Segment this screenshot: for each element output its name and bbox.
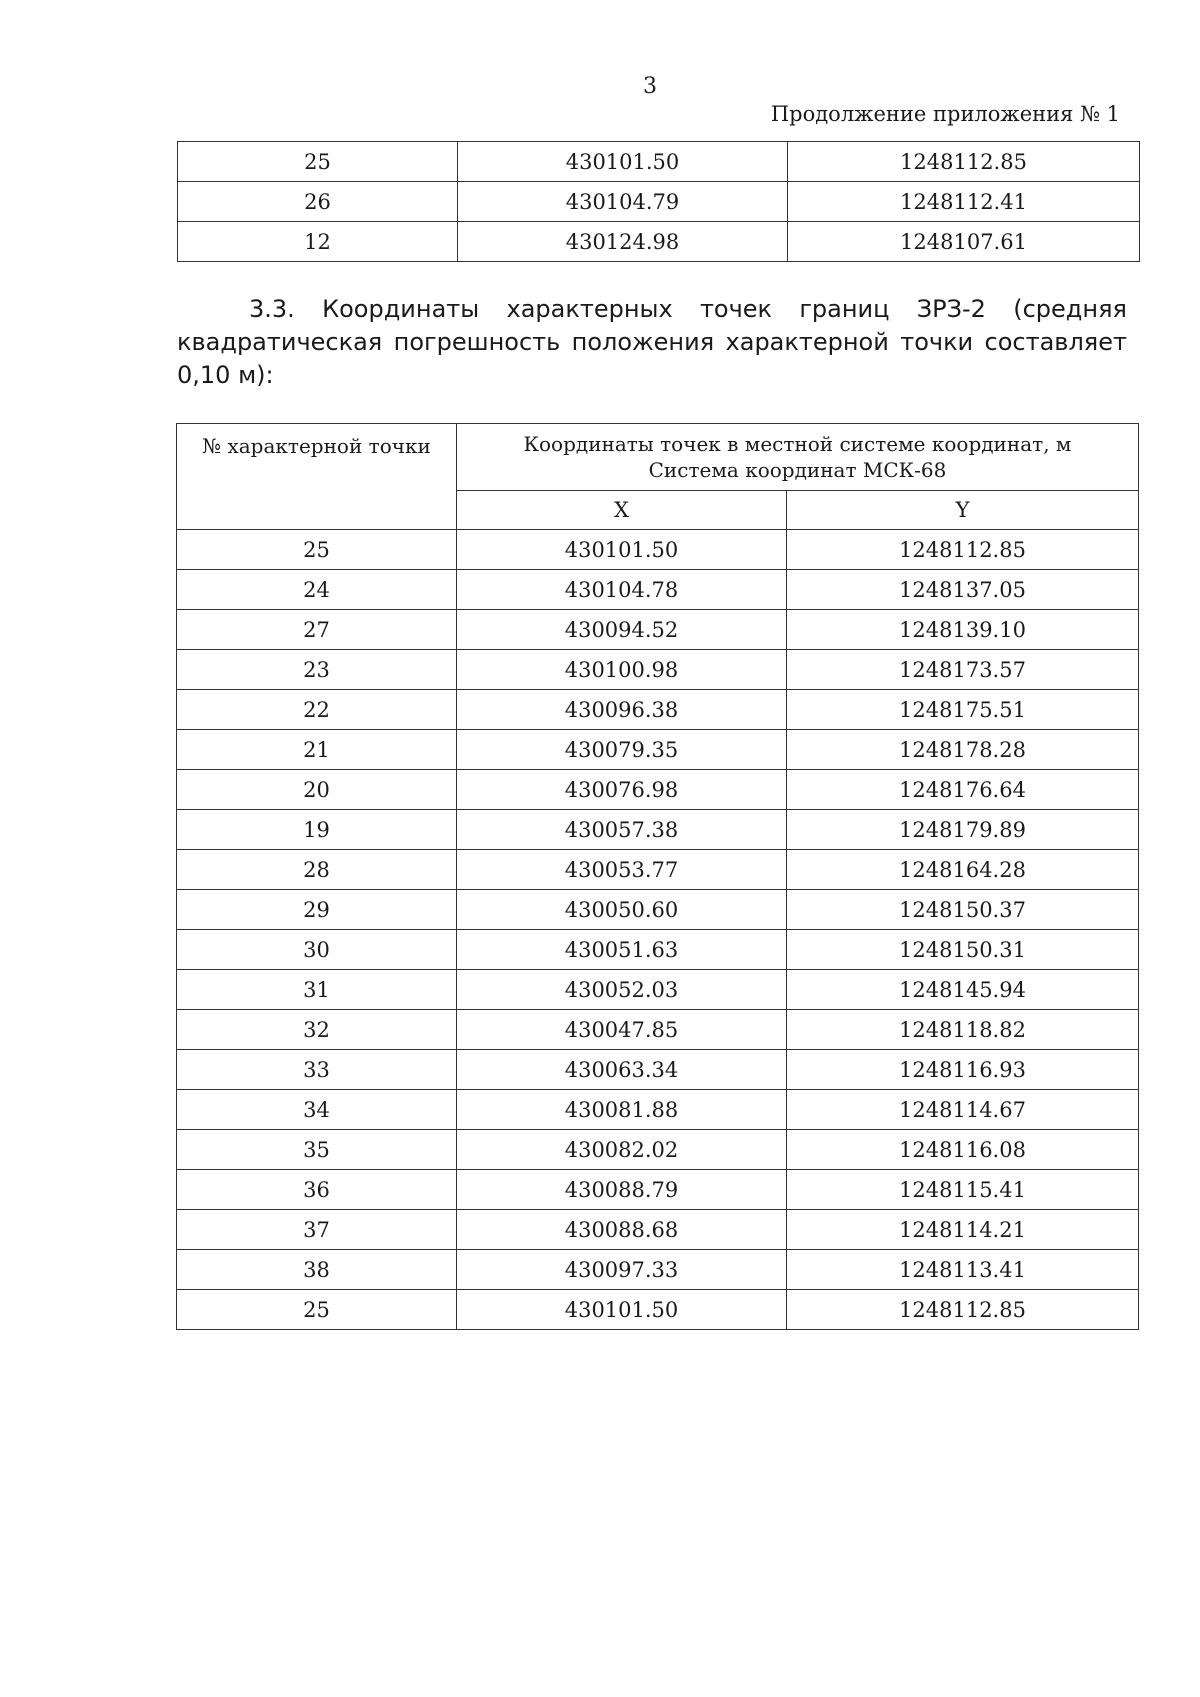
y-coordinate-cell: 1248139.10 [787, 610, 1139, 650]
table-row [177, 850, 1139, 890]
point-number-cell: 34 [177, 1090, 457, 1130]
page-number: 3 [643, 74, 657, 99]
y-coordinate-cell: 1248116.93 [787, 1050, 1139, 1090]
header-coordinates-line2: Система координат МСК-68 [648, 458, 947, 482]
zrz-2-coordinates-table [176, 423, 1139, 1330]
y-coordinate-cell: 1248179.89 [787, 810, 1139, 850]
x-coordinate-cell: 430047.85 [457, 1010, 787, 1050]
point-number-cell: 30 [177, 930, 457, 970]
x-coordinate-cell: 430101.50 [457, 530, 787, 570]
x-coordinate-cell: 430081.88 [457, 1090, 787, 1130]
point-number-cell: 12 [178, 222, 458, 262]
y-coordinate-cell: 1248150.31 [787, 930, 1139, 970]
table-row [177, 730, 1139, 770]
x-coordinate-cell: 430096.38 [457, 690, 787, 730]
section-word: 3.3. [249, 295, 295, 323]
section-word: квадратическая [177, 328, 383, 356]
section-word: характерных [506, 295, 673, 323]
point-number-cell: 23 [177, 650, 457, 690]
y-coordinate-cell: 1248114.67 [787, 1090, 1139, 1130]
coordinates-table-continued [177, 141, 1140, 262]
table-row [177, 970, 1139, 1010]
point-number-cell: 25 [178, 142, 458, 182]
y-coordinate-cell: 1248112.41 [788, 182, 1140, 222]
y-coordinate-cell: 1248150.37 [787, 890, 1139, 930]
x-coordinate-cell: 430079.35 [457, 730, 787, 770]
point-number-cell: 25 [177, 530, 457, 570]
y-coordinate-cell: 1248173.57 [787, 650, 1139, 690]
y-coordinate-cell: 1248145.94 [787, 970, 1139, 1010]
section-word: ЗРЗ-2 [916, 295, 986, 323]
point-number-cell: 35 [177, 1130, 457, 1170]
table-row [177, 1210, 1139, 1250]
table-row [177, 810, 1139, 850]
section-word: Координаты [322, 295, 480, 323]
table-row [177, 1090, 1139, 1130]
point-number-cell: 28 [177, 850, 457, 890]
point-number-cell: 25 [177, 1290, 457, 1330]
table-row [177, 650, 1139, 690]
x-coordinate-cell: 430100.98 [457, 650, 787, 690]
table-row [177, 770, 1139, 810]
x-coordinate-cell: 430104.79 [458, 182, 788, 222]
y-coordinate-cell: 1248113.41 [787, 1250, 1139, 1290]
table-row [178, 142, 1140, 182]
y-coordinate-cell: 1248112.85 [787, 530, 1139, 570]
header-x: X [457, 491, 787, 530]
x-coordinate-cell: 430097.33 [457, 1250, 787, 1290]
section-3-3-text [177, 293, 1127, 392]
point-number-cell: 33 [177, 1050, 457, 1090]
table-row [177, 1050, 1139, 1090]
point-number-cell: 24 [177, 570, 457, 610]
section-word: точки [900, 328, 974, 356]
y-coordinate-cell: 1248178.28 [787, 730, 1139, 770]
section-line-2 [177, 326, 1127, 359]
table-row [178, 182, 1140, 222]
table-row [177, 930, 1139, 970]
point-number-cell: 20 [177, 770, 457, 810]
table-row [178, 222, 1140, 262]
header-coordinates-line1: Координаты точек в местной системе координат, м [523, 432, 1072, 456]
y-coordinate-cell: 1248114.21 [787, 1210, 1139, 1250]
header-y: Y [787, 491, 1139, 530]
point-number-cell: 36 [177, 1170, 457, 1210]
section-word: точек [699, 295, 773, 323]
x-coordinate-cell: 430082.02 [457, 1130, 787, 1170]
y-coordinate-cell: 1248164.28 [787, 850, 1139, 890]
x-coordinate-cell: 430057.38 [457, 810, 787, 850]
x-coordinate-cell: 430101.50 [457, 1290, 787, 1330]
table-row [177, 530, 1139, 570]
table-row [177, 570, 1139, 610]
point-number-cell: 31 [177, 970, 457, 1010]
section-word: положения [571, 328, 715, 356]
header-coordinates [457, 424, 1139, 491]
y-coordinate-cell: 1248115.41 [787, 1170, 1139, 1210]
y-coordinate-cell: 1248175.51 [787, 690, 1139, 730]
table-row [177, 1010, 1139, 1050]
table-row [177, 610, 1139, 650]
x-coordinate-cell: 430124.98 [458, 222, 788, 262]
continuation-label: Продолжение приложения № 1 [770, 102, 1120, 126]
point-number-cell: 37 [177, 1210, 457, 1250]
table-row [177, 1170, 1139, 1210]
x-coordinate-cell: 430088.68 [457, 1210, 787, 1250]
header-point-number: № характерной точки [177, 424, 457, 530]
y-coordinate-cell: 1248176.64 [787, 770, 1139, 810]
x-coordinate-cell: 430050.60 [457, 890, 787, 930]
y-coordinate-cell: 1248137.05 [787, 570, 1139, 610]
point-number-cell: 38 [177, 1250, 457, 1290]
section-word: (средняя [1013, 295, 1127, 323]
x-coordinate-cell: 430104.78 [457, 570, 787, 610]
point-number-cell: 21 [177, 730, 457, 770]
section-word: границ [799, 295, 890, 323]
section-line-1 [177, 293, 1127, 326]
y-coordinate-cell: 1248112.85 [787, 1290, 1139, 1330]
point-number-cell: 27 [177, 610, 457, 650]
section-word: характерной [725, 328, 889, 356]
x-coordinate-cell: 430052.03 [457, 970, 787, 1010]
y-coordinate-cell: 1248118.82 [787, 1010, 1139, 1050]
x-coordinate-cell: 430053.77 [457, 850, 787, 890]
section-line-3: 0,10 м): [177, 361, 274, 389]
point-number-cell: 22 [177, 690, 457, 730]
point-number-cell: 32 [177, 1010, 457, 1050]
x-coordinate-cell: 430051.63 [457, 930, 787, 970]
table-row [177, 1250, 1139, 1290]
y-coordinate-cell: 1248112.85 [788, 142, 1140, 182]
table-row [177, 890, 1139, 930]
section-word: составляет [984, 328, 1127, 356]
table-row [177, 690, 1139, 730]
x-coordinate-cell: 430063.34 [457, 1050, 787, 1090]
y-coordinate-cell: 1248107.61 [788, 222, 1140, 262]
point-number-cell: 26 [178, 182, 458, 222]
table-row [177, 1130, 1139, 1170]
x-coordinate-cell: 430088.79 [457, 1170, 787, 1210]
point-number-cell: 19 [177, 810, 457, 850]
x-coordinate-cell: 430076.98 [457, 770, 787, 810]
y-coordinate-cell: 1248116.08 [787, 1130, 1139, 1170]
point-number-cell: 29 [177, 890, 457, 930]
table-row [177, 1290, 1139, 1330]
section-word: погрешность [393, 328, 561, 356]
x-coordinate-cell: 430094.52 [457, 610, 787, 650]
x-coordinate-cell: 430101.50 [458, 142, 788, 182]
